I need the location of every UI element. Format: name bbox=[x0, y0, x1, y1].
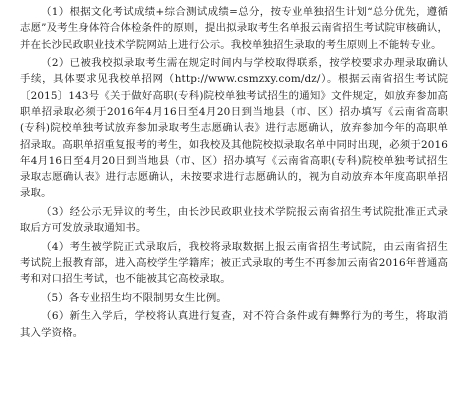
paragraph-3: （3）经公示无异议的考生，由长沙民政职业技术学院报云南省招生考试院批准正式录取后方可发放录取通知书。 bbox=[20, 205, 448, 235]
paragraph-6: （6）新生入学后，学校将认真进行复查，对不符合条件或有舞弊行为的考生，将取消其入学资格。 bbox=[20, 310, 448, 339]
paragraph-4: （4）考生被学院正式录取后，我校将录取数据上报云南省招生考试院，由云南省招生考试院上报教育部，进入高校学生学籍库；被正式录取的考生不再参加云南省2016年普通高考和对口招生考试，也不能被其它高校录取。 bbox=[20, 240, 448, 286]
paragraph-1: （1）根据文化考试成绩+综合测试成绩=总分，按专业单独招生计划“总分优先，遵循志愿”及考生身体符合体检条件的原则，提出拟录取考生名单报云南省招生考试院审核确认，并在长沙民政职业技术学院网站上进行公示。我校单独招生录取的考生原则上不能转专业。 bbox=[20, 6, 448, 51]
paragraph-5: （5）各专业招生均不限制男女生比例。 bbox=[41, 291, 227, 304]
paragraph-2: （2）已被我校拟录取考生需在规定时间内与学校取得联系，按学校要求办理录取确认手续，具体要求见我校单招网（http://www.csmzxy.com/dz/）。根据云南省招生考试院〔2015〕143号《关于做好高职(专科)院校单独考试招生的通知》文件规定，如放弃参加高职单招录取必须于2016年4月16日至4月20日到当地县（市、区）招办填写《云南省高职(专科)院校单独考试放弃参加录取考生志愿确认表》进行志愿确认，放弃参加今年的高职单招录取。高职单招重复报考的考生，如我校及其他院校拟录取名单中同时出现，必须于2016年4月16日至4月20日到当地县（市、区）招办填写《云南省高职(专科)院校单独考试招生录取志愿确认表》进行志愿确认，未按要求进行志愿确认的，视为自动放弃本年度高职单招录取。 bbox=[20, 57, 448, 200]
